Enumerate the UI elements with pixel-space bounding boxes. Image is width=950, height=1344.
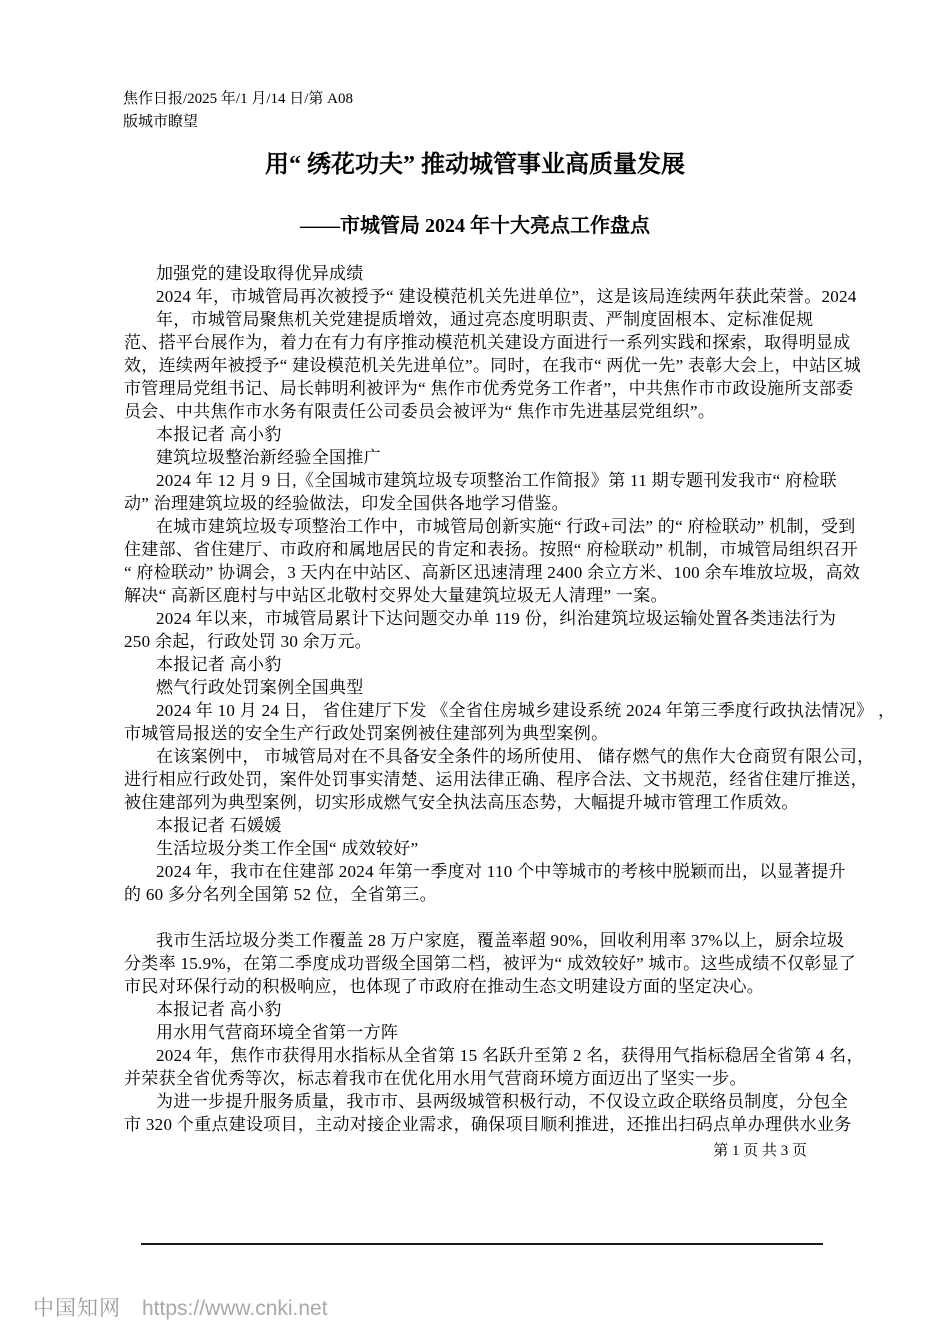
article-line: 我市生活垃圾分类工作覆盖 28 万户家庭，覆盖率超 90%，回收利用率 37%以上，厨余垃圾 <box>156 931 845 950</box>
article-line: 加强党的建设取得优异成绩 <box>156 264 364 283</box>
article-line: 的 60 多分名列全国第 52 位，全省第三。 <box>124 885 437 904</box>
article-subtitle: ——市城管局 2024 年十大亮点工作盘点 <box>300 215 650 237</box>
article-line: 2024 年，市城管局再次被授予“ 建设模范机关先进单位”，这是该局连续两年获此荣誉。2024 <box>156 287 857 306</box>
article-line: 住建部、省住建厅、市政府和属地居民的肯定和表扬。按照“ 府检联动” 机制，市城管局组织召开 <box>124 540 859 559</box>
article-line: 动” 治理建筑垃圾的经验做法，印发全国供各地学习借鉴。 <box>124 494 569 513</box>
cnki-watermark <box>33 1292 328 1322</box>
article-line: 分类率 15.9%，在第二季度成功晋级全国第二档，被评为“ 成效较好” 城市。这些成绩不仅彰显了 <box>124 954 857 973</box>
source-line2: 版城市瞭望 <box>123 114 199 130</box>
article-line: 本报记者 石媛媛 <box>156 816 282 835</box>
article-line <box>124 906 838 929</box>
article-line: 2024 年 10 月 24 日， 省住建厅下发 《全省住房城乡建设系统 2024 年第三季度行政执法情况》 ， <box>156 701 896 720</box>
article-line: 被住建部列为典型案例，切实形成燃气安全执法高压态势，大幅提升城市管理工作质效。 <box>124 793 799 812</box>
article-line: 市民对环保行动的积极响应，也体现了市政府在推动生态文明建设方面的坚定决心。 <box>124 977 765 996</box>
article-line: 本报记者 高小豹 <box>156 1000 282 1019</box>
article-line: 市 320 个重点建设项目，主动对接企业需求，确保项目顺利推进，还推出扫码点单办理供水业务 <box>124 1115 852 1134</box>
article-line: 解决“ 高新区鹿村与中站区北敬村交界处大量建筑垃圾无人清理” 一案。 <box>124 586 668 605</box>
article-line: 250 余起，行政处罚 30 余万元。 <box>124 632 372 651</box>
source-line1: 焦作日报/2025 年/1 月/14 日/第 A08 <box>123 91 354 107</box>
article-line: 员会、中共焦作市水务有限责任公司委员会被评为“ 焦作市先进基层党组织”。 <box>124 402 716 421</box>
article-body <box>124 262 896 1136</box>
article-line: 建筑垃圾整治新经验全国推广 <box>156 448 381 467</box>
article-line: 市城管局报送的安全生产行政处罚案例被住建部列为典型案例。 <box>124 724 609 743</box>
article-title: 用“ 绣花功夫” 推动城管事业高质量发展 <box>265 152 685 178</box>
article-line: 范、搭平台展作为，着力在有力有序推动模范机关建设方面进行一系列实践和探索，取得明显成 <box>124 333 851 352</box>
article-line: 市管理局党组书记、局长韩明利被评为“ 焦作市优秀党务工作者”，中共焦作市市政设施所支部委 <box>124 379 854 398</box>
cnki-brand: 中国知网 <box>33 1297 121 1320</box>
article-line: 为进一步提升服务质量，我市市、县两级城管积极行动，不仅设立政企联络员制度，分包全 <box>156 1092 848 1111</box>
article-line: 生活垃圾分类工作全国“ 成效较好” <box>156 839 419 858</box>
article-line: “ 府检联动” 协调会，3 天内在中站区、高新区迅速清理 2400 余立方米、100 余车堆放垃圾，高效 <box>124 563 861 582</box>
source-info <box>123 88 353 134</box>
article-line: 本报记者 高小豹 <box>156 425 282 444</box>
article-line: 2024 年以来，市城管局累计下达问题交办单 119 份，纠治建筑垃圾运输处置各类违法行为 <box>156 609 837 628</box>
article-line: 用水用气营商环境全省第一方阵 <box>156 1023 399 1042</box>
article-line: 年，市城管局聚焦机关党建提质增效，通过亮态度明职责、严制度固根本、定标准促规 <box>156 310 814 329</box>
article-line: 效，连续两年被授予“ 建设模范机关先进单位”。同时，在我市“ 两优一先” 表彰大会上，中站区城 <box>124 356 862 375</box>
article-line: 2024 年，我市在住建部 2024 年第一季度对 110 个中等城市的考核中脱颖而出，以显著提升 <box>156 862 846 881</box>
page-number: 第 1 页 共 3 页 <box>713 1143 807 1159</box>
article-line: 燃气行政处罚案例全国典型 <box>156 678 364 697</box>
article-line: 进行相应行政处罚，案件处罚事实清楚、运用法律正确、程序合法、文书规范，经省住建厅推送， <box>124 770 868 789</box>
article-line: 并荣获全省优秀等次，标志着我市在优化用水用气营商环境方面迈出了坚实一步。 <box>124 1069 747 1088</box>
article-line: 2024 年 12 月 9 日,《全国城市建筑垃圾专项整治工作简报》第 11 期专题刊发我市“ 府检联 <box>156 471 837 490</box>
article-line: 在城市建筑垃圾专项整治工作中，市城管局创新实施“ 行政+司法” 的“ 府检联动” 机制，受到 <box>156 517 856 536</box>
article-line: 2024 年，焦作市获得用水指标从全省第 15 名跃升至第 2 名，获得用气指标稳居全省第 4 名， <box>156 1046 864 1065</box>
article-line: 本报记者 高小豹 <box>156 655 282 674</box>
footer-divider <box>141 1243 823 1245</box>
article-line: 在该案例中， 市城管局对在不具备安全条件的场所使用、 储存燃气的焦作大仓商贸有限公司， <box>156 747 875 766</box>
cnki-url-link[interactable]: https://www.cnki.net <box>142 1297 328 1320</box>
